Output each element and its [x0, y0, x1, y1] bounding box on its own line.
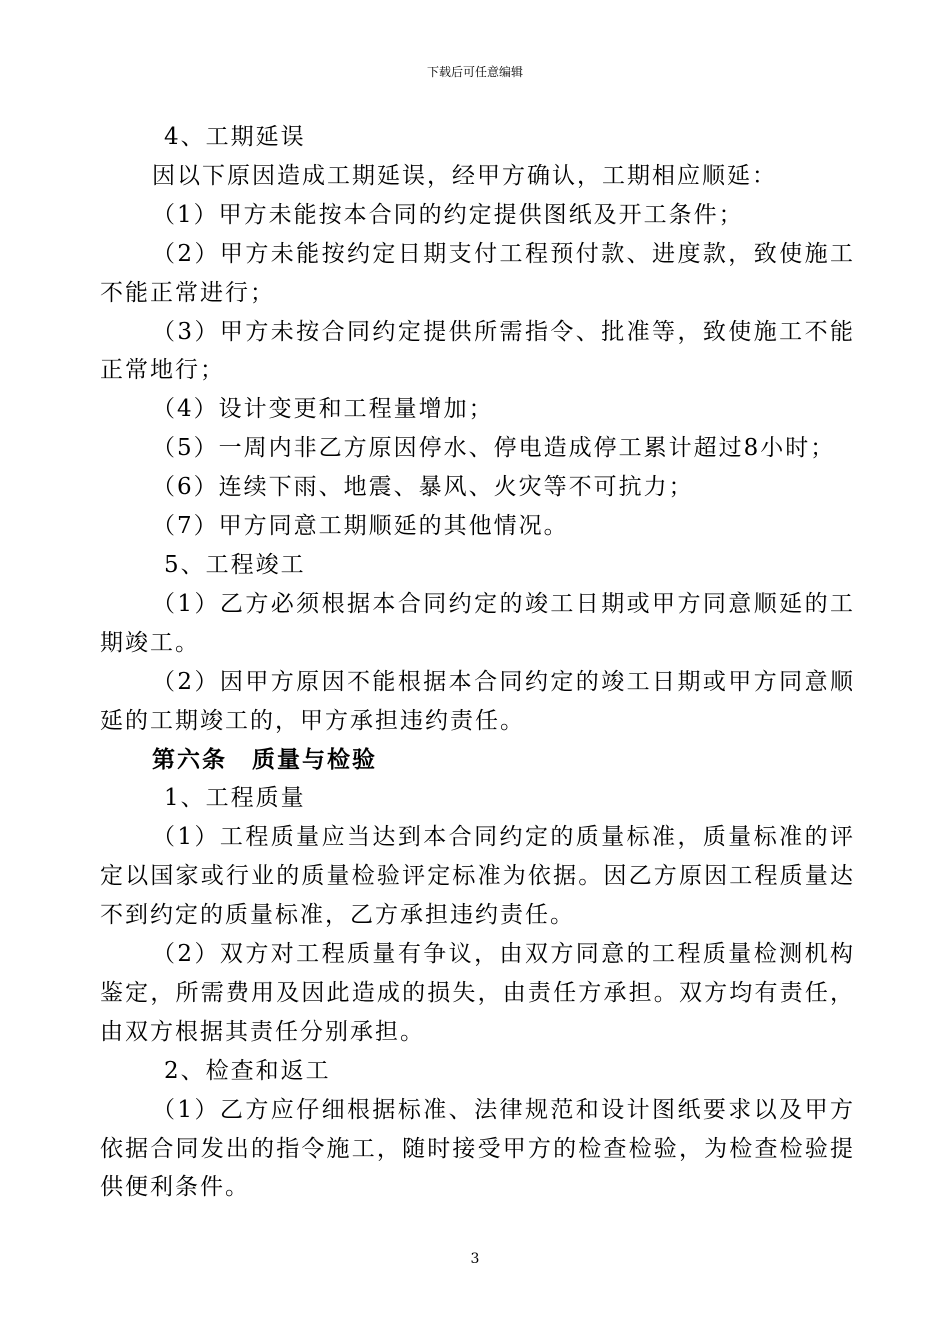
list-item: （2）甲方未能按约定日期支付工程预付款、进度款，致使施工不能正常进行； — [100, 240, 855, 306]
section-heading: 2、检查和返工 — [164, 1057, 331, 1084]
page-header: 下载后可任意编辑 — [426, 65, 523, 79]
list-item: （2）因甲方原因不能根据本合同约定的竣工日期或甲方同意顺延的工期竣工的，甲方承担违约责任。 — [100, 668, 855, 734]
section-heading: 1、工程质量 — [164, 785, 306, 812]
list-item: （1）工程质量应当达到本合同约定的质量标准，质量标准的评定以国家或行业的质量检验评定标准为依据。因乙方原因工程质量达不到约定的质量标准，乙方承担违约责任。 — [100, 824, 855, 929]
list-item: （1）乙方应仔细根据标准、法律规范和设计图纸要求以及甲方依据合同发出的指令施工，随时接受甲方的检查检验，为检查检验提供便利条件。 — [100, 1096, 855, 1201]
list-item: （2）双方对工程质量有争议，由双方同意的工程质量检测机构鉴定，所需费用及因此造成的损失，由责任方承担。双方均有责任，由双方根据其责任分别承担。 — [100, 941, 855, 1045]
document-body — [100, 118, 855, 1207]
list-item: （1）甲方未能按本合同的约定提供图纸及开工条件； — [152, 201, 744, 228]
article-heading: 第六条 质量与检验 — [152, 745, 377, 773]
list-item: （6）连续下雨、地震、暴风、火灾等不可抗力； — [152, 474, 694, 501]
list-item: （5）一周内非乙方原因停水、停电造成停工累计超过8小时； — [152, 435, 836, 462]
section-heading: 4、工期延误 — [164, 124, 306, 150]
list-item: （4）设计变更和工程量增加； — [152, 396, 494, 423]
list-item: （3）甲方未按合同约定提供所需指令、批准等，致使施工不能正常地行； — [100, 318, 855, 384]
paragraph: 因以下原因造成工期延误，经甲方确认，工期相应顺延： — [152, 162, 777, 189]
list-item: （1）乙方必须根据本合同约定的竣工日期或甲方同意顺延的工期竣工。 — [100, 590, 855, 656]
list-item: （7）甲方同意工期顺延的其他情况。 — [152, 513, 569, 540]
page-number: 3 — [470, 1251, 480, 1267]
section-heading: 5、工程竣工 — [164, 551, 306, 578]
